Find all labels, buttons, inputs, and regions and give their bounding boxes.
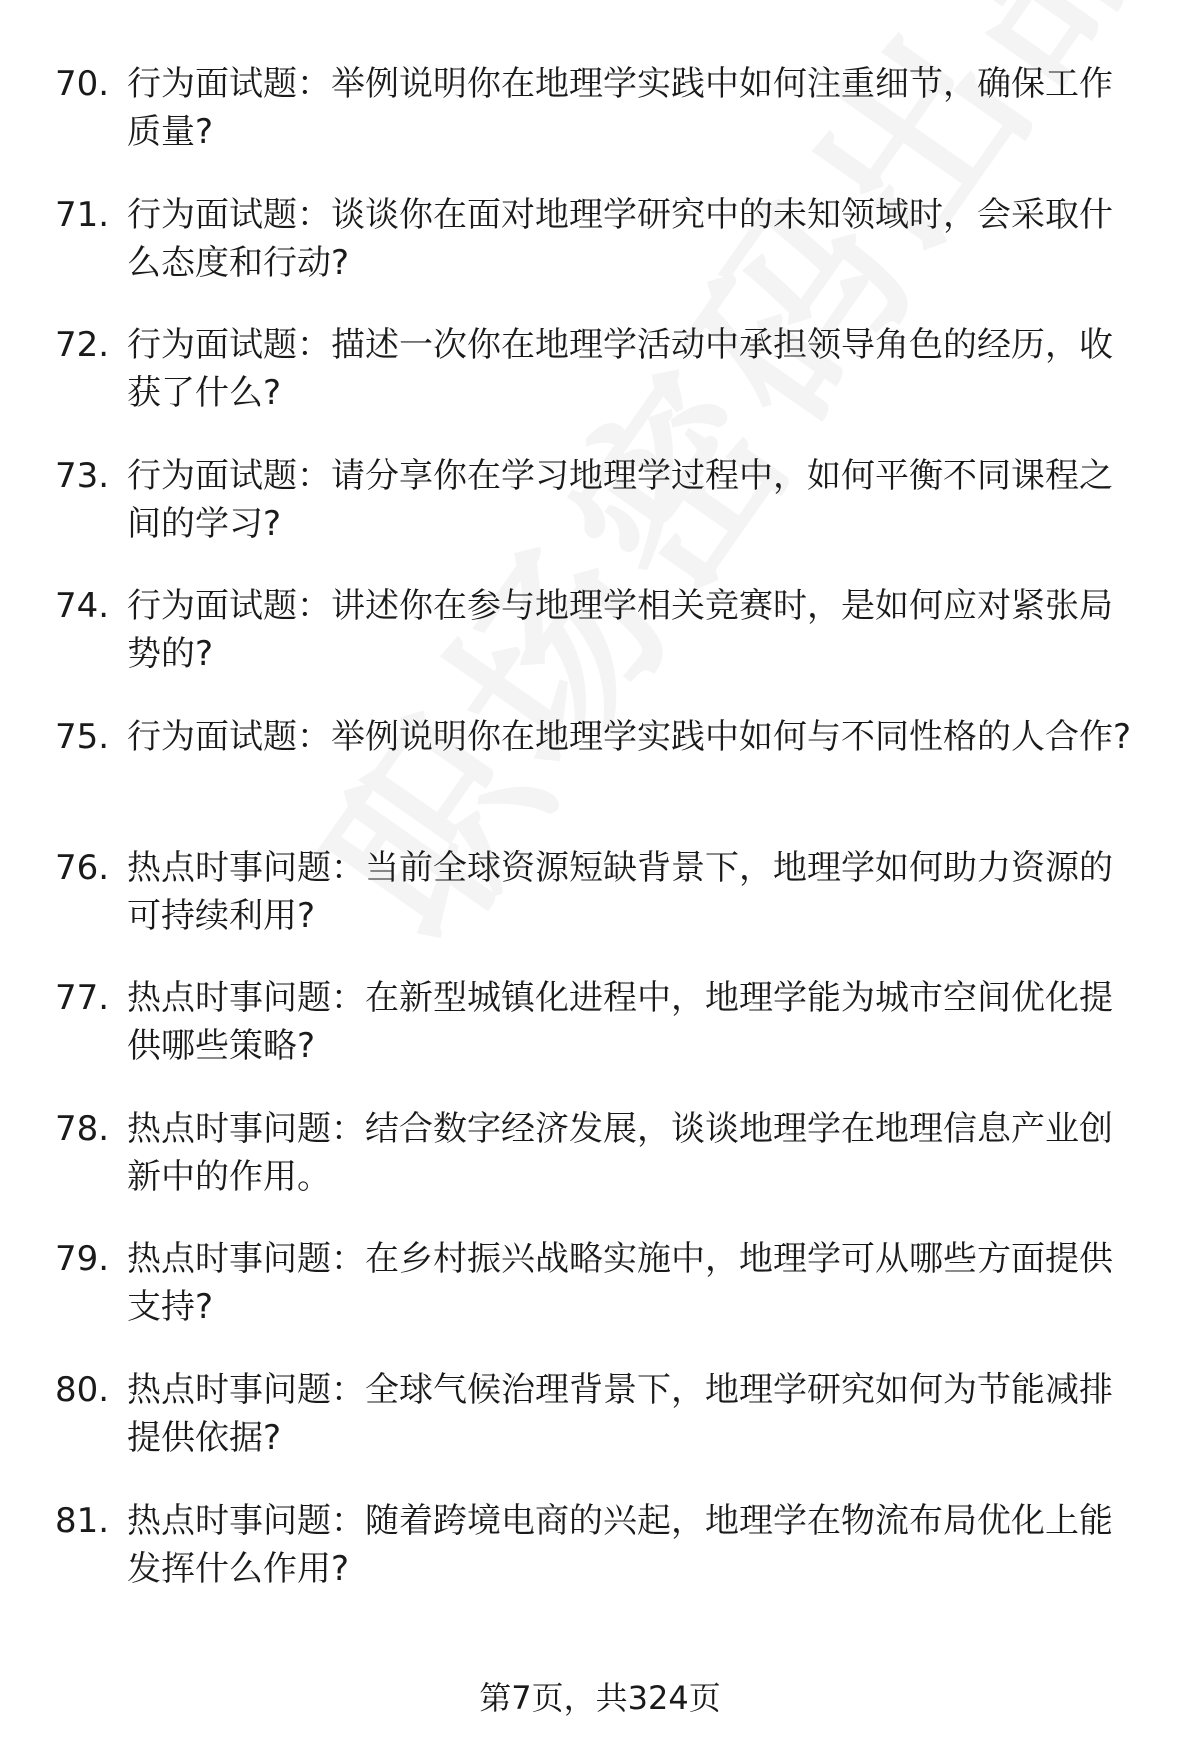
- question-text: 热点时事问题：结合数字经济发展，谈谈地理学在地理信息产业创新中的作用。: [127, 1108, 1113, 1197]
- list-item: [55, 321, 1145, 452]
- question-text: 行为面试题：请分享你在学习地理学过程中，如何平衡不同课程之间的学习?: [127, 455, 1113, 544]
- page-footer: 第7页，共324页: [479, 1679, 721, 1717]
- question-text: 热点时事问题：全球气候治理背景下，地理学研究如何为节能减排提供依据?: [127, 1369, 1113, 1458]
- question-text: 行为面试题：描述一次你在地理学活动中承担领导角色的经历，收获了什么?: [127, 325, 1113, 414]
- question-number: 71.: [55, 194, 110, 235]
- question-text: 热点时事问题：在乡村振兴战略实施中，地理学可从哪些方面提供支持?: [127, 1239, 1113, 1328]
- list-item: [55, 713, 1145, 844]
- question-list: [55, 60, 1145, 1627]
- question-number: 78.: [55, 1108, 110, 1149]
- question-number: 73.: [55, 455, 110, 496]
- list-item: [55, 1497, 1145, 1628]
- list-item: [55, 1366, 1145, 1497]
- question-text: 行为面试题：谈谈你在面对地理学研究中的未知领域时，会采取什么态度和行动?: [127, 194, 1113, 283]
- question-text: 行为面试题：举例说明你在地理学实践中如何与不同性格的人合作?: [127, 716, 1132, 757]
- list-item: [55, 452, 1145, 583]
- question-number: 76.: [55, 847, 110, 888]
- question-number: 77.: [55, 978, 110, 1019]
- question-number: 81.: [55, 1500, 110, 1541]
- question-number: 75.: [55, 716, 110, 757]
- question-number: 72.: [55, 325, 110, 366]
- list-item: [55, 1105, 1145, 1236]
- list-item: [55, 974, 1145, 1105]
- question-number: 80.: [55, 1369, 110, 1410]
- list-item: [55, 844, 1145, 975]
- question-number: 79.: [55, 1239, 110, 1280]
- question-text: 热点时事问题：随着跨境电商的兴起，地理学在物流布局优化上能发挥什么作用?: [127, 1500, 1113, 1589]
- question-text: 热点时事问题：当前全球资源短缺背景下，地理学如何助力资源的可持续利用?: [127, 847, 1113, 936]
- question-text: 行为面试题：讲述你在参与地理学相关竞赛时，是如何应对紧张局势的?: [127, 586, 1113, 675]
- list-item: [55, 1235, 1145, 1366]
- question-text: 热点时事问题：在新型城镇化进程中，地理学能为城市空间优化提供哪些策略?: [127, 978, 1113, 1067]
- question-number: 70.: [55, 64, 110, 104]
- question-number: 74.: [55, 586, 110, 627]
- list-item: [55, 60, 1145, 191]
- question-text: 行为面试题：举例说明你在地理学实践中如何注重细节，确保工作质量?: [127, 64, 1113, 152]
- list-item: [55, 582, 1145, 713]
- list-item: [55, 191, 1145, 322]
